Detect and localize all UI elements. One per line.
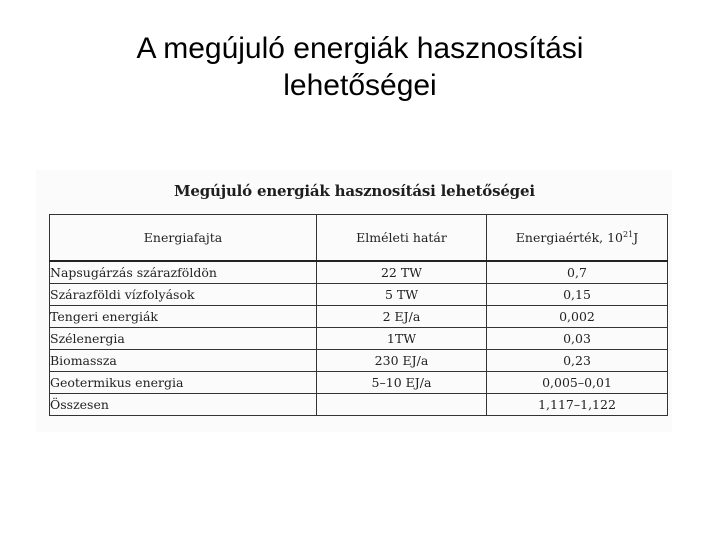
cell-theoretical-limit: 1TW	[317, 328, 487, 350]
energy-table	[49, 214, 668, 416]
table-caption: Megújuló energiák hasznosítási lehetőségei	[174, 182, 535, 200]
table-row-total	[50, 394, 668, 416]
header-theoretical-limit: Elméleti határ	[317, 215, 487, 262]
cell-theoretical-limit: 5 TW	[317, 284, 487, 306]
header-energy-value-unit: J	[633, 230, 639, 246]
header-energy-value-prefix: Energiaérték, 10	[515, 230, 624, 246]
cell-energy-type: Geotermikus energia	[50, 372, 317, 394]
table-header-row	[50, 215, 668, 262]
cell-energy-value: 0,03	[487, 328, 668, 350]
cell-energy-type: Biomassza	[50, 350, 317, 372]
header-energy-value-exponent: 21	[623, 229, 634, 239]
cell-energy-type: Napsugárzás szárazföldön	[50, 261, 317, 284]
cell-theoretical-limit: 2 EJ/a	[317, 306, 487, 328]
cell-energy-type: Szélenergia	[50, 328, 317, 350]
cell-energy-value: 0,7	[487, 261, 668, 284]
cell-energy-type: Tengeri energiák	[50, 306, 317, 328]
cell-theoretical-limit: 5–10 EJ/a	[317, 372, 487, 394]
cell-energy-value: 0,23	[487, 350, 668, 372]
table-row	[50, 284, 668, 306]
cell-energy-value: 0,15	[487, 284, 668, 306]
cell-energy-type: Szárazföldi vízfolyások	[50, 284, 317, 306]
cell-theoretical-limit: 230 EJ/a	[317, 350, 487, 372]
cell-theoretical-limit	[317, 394, 487, 416]
cell-energy-type: Összesen	[50, 394, 317, 416]
table-row	[50, 328, 668, 350]
table-row	[50, 350, 668, 372]
slide-title	[0, 30, 720, 104]
header-energy-type: Energiafajta	[50, 215, 317, 262]
cell-energy-value: 1,117–1,122	[487, 394, 668, 416]
table-row	[50, 306, 668, 328]
header-energy-value	[487, 215, 668, 262]
table-row	[50, 261, 668, 284]
slide-title-line-2: lehetőségei	[283, 69, 437, 102]
slide-title-line-1: A megújuló energiák hasznosítási	[136, 32, 584, 65]
cell-theoretical-limit: 22 TW	[317, 261, 487, 284]
cell-energy-value: 0,005–0,01	[487, 372, 668, 394]
table-row	[50, 372, 668, 394]
cell-energy-value: 0,002	[487, 306, 668, 328]
